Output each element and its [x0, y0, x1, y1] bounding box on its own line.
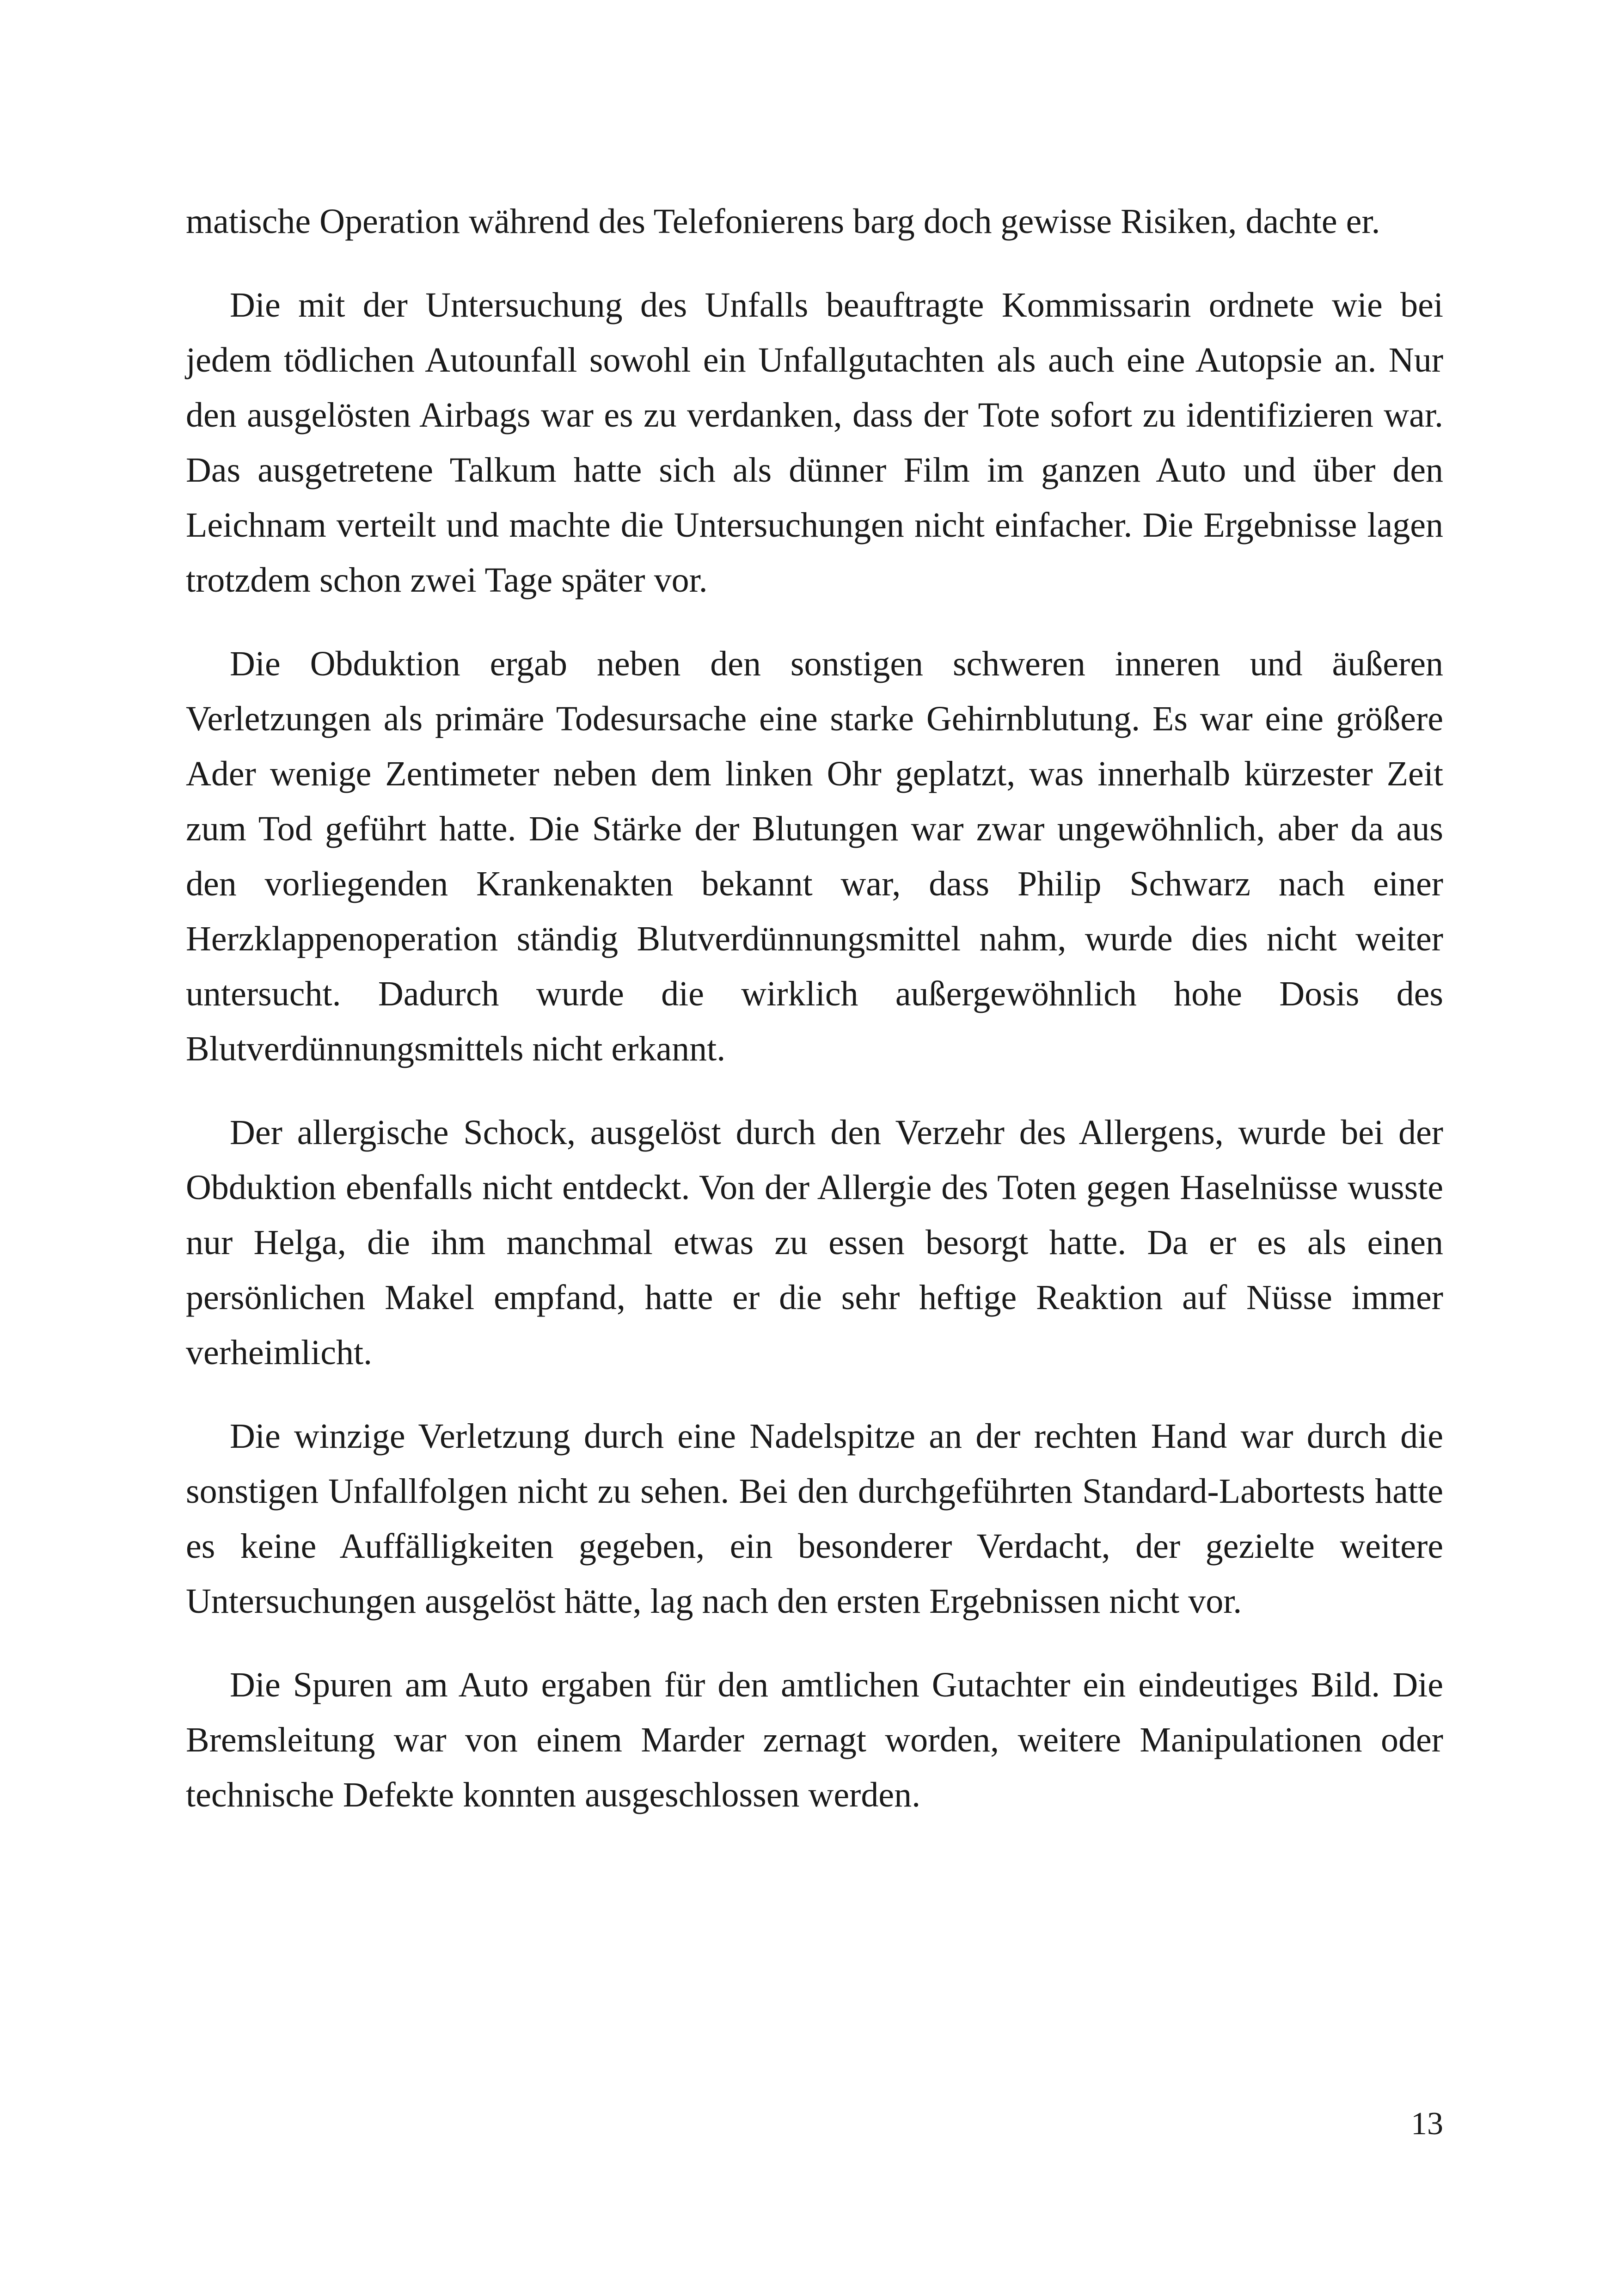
- paragraph-allergy: Der allergische Schock, ausgelöst durch den Verzehr des Allergens, wurde bei der Obduktion ebenfalls nicht entdeckt. Von der Allergie des Toten gegen Haselnüsse wusste nur Helga, die ihm manchmal etwas zu essen besorgt hatte. Da er es als einen persönlichen Makel empfand, hatte er die sehr heftige Reaktion auf Nüsse immer verheimlicht.: [186, 1113, 1443, 1372]
- paragraph-continued: matische Operation während des Telefonierens barg doch gewisse Risiken, dachte er.: [186, 202, 1380, 241]
- paragraph-investigation: Die mit der Untersuchung des Unfalls beauftragte Kommissarin ordnete wie bei jedem tödlichen Autounfall sowohl ein Unfallgutachten als auch eine Autopsie an. Nur den ausgelösten Airbags war es zu verdanken, dass der Tote sofort zu identifizieren war. Das ausgetretene Talkum hatte sich als dünner Film im ganzen Auto und über den Leichnam verteilt und machte die Untersuchungen nicht einfacher. Die Ergebnisse lagen trotzdem schon zwei Tage später vor.: [186, 286, 1443, 600]
- page-number: 13: [1411, 2106, 1443, 2142]
- body-text: [186, 194, 1443, 1851]
- paragraph-car-traces: Die Spuren am Auto ergaben für den amtlichen Gutachter ein eindeutiges Bild. Die Bremsleitung war von einem Marder zernagt worden, weitere Manipulationen oder technische Defekte konnten ausgeschlossen werden.: [186, 1665, 1443, 1814]
- paragraph-needle-wound: Die winzige Verletzung durch eine Nadelspitze an der rechten Hand war durch die sonstigen Unfallfolgen nicht zu sehen. Bei den durchgeführten Standard-Labortests hatte es keine Auffälligkeiten gegeben, ein besonderer Verdacht, der gezielte weitere Untersuchungen ausgelöst hätte, lag nach den ersten Ergebnissen nicht vor.: [186, 1417, 1443, 1621]
- paragraph-autopsy: Die Obduktion ergab neben den sonstigen schweren inneren und äußeren Verletzungen als primäre Todesursache eine starke Gehirnblutung. Es war eine größere Ader wenige Zentimeter neben dem linken Ohr geplatzt, was innerhalb kürzester Zeit zum Tod geführt hatte. Die Stärke der Blutungen war zwar ungewöhnlich, aber da aus den vorliegenden Krankenakten bekannt war, dass Philip Schwarz nach einer Herzklappenoperation ständig Blutverdünnungsmittel nahm, wurde dies nicht weiter untersucht. Dadurch wurde die wirklich außergewöhnlich hohe Dosis des Blutverdünnungsmittels nicht erkannt.: [186, 644, 1443, 1068]
